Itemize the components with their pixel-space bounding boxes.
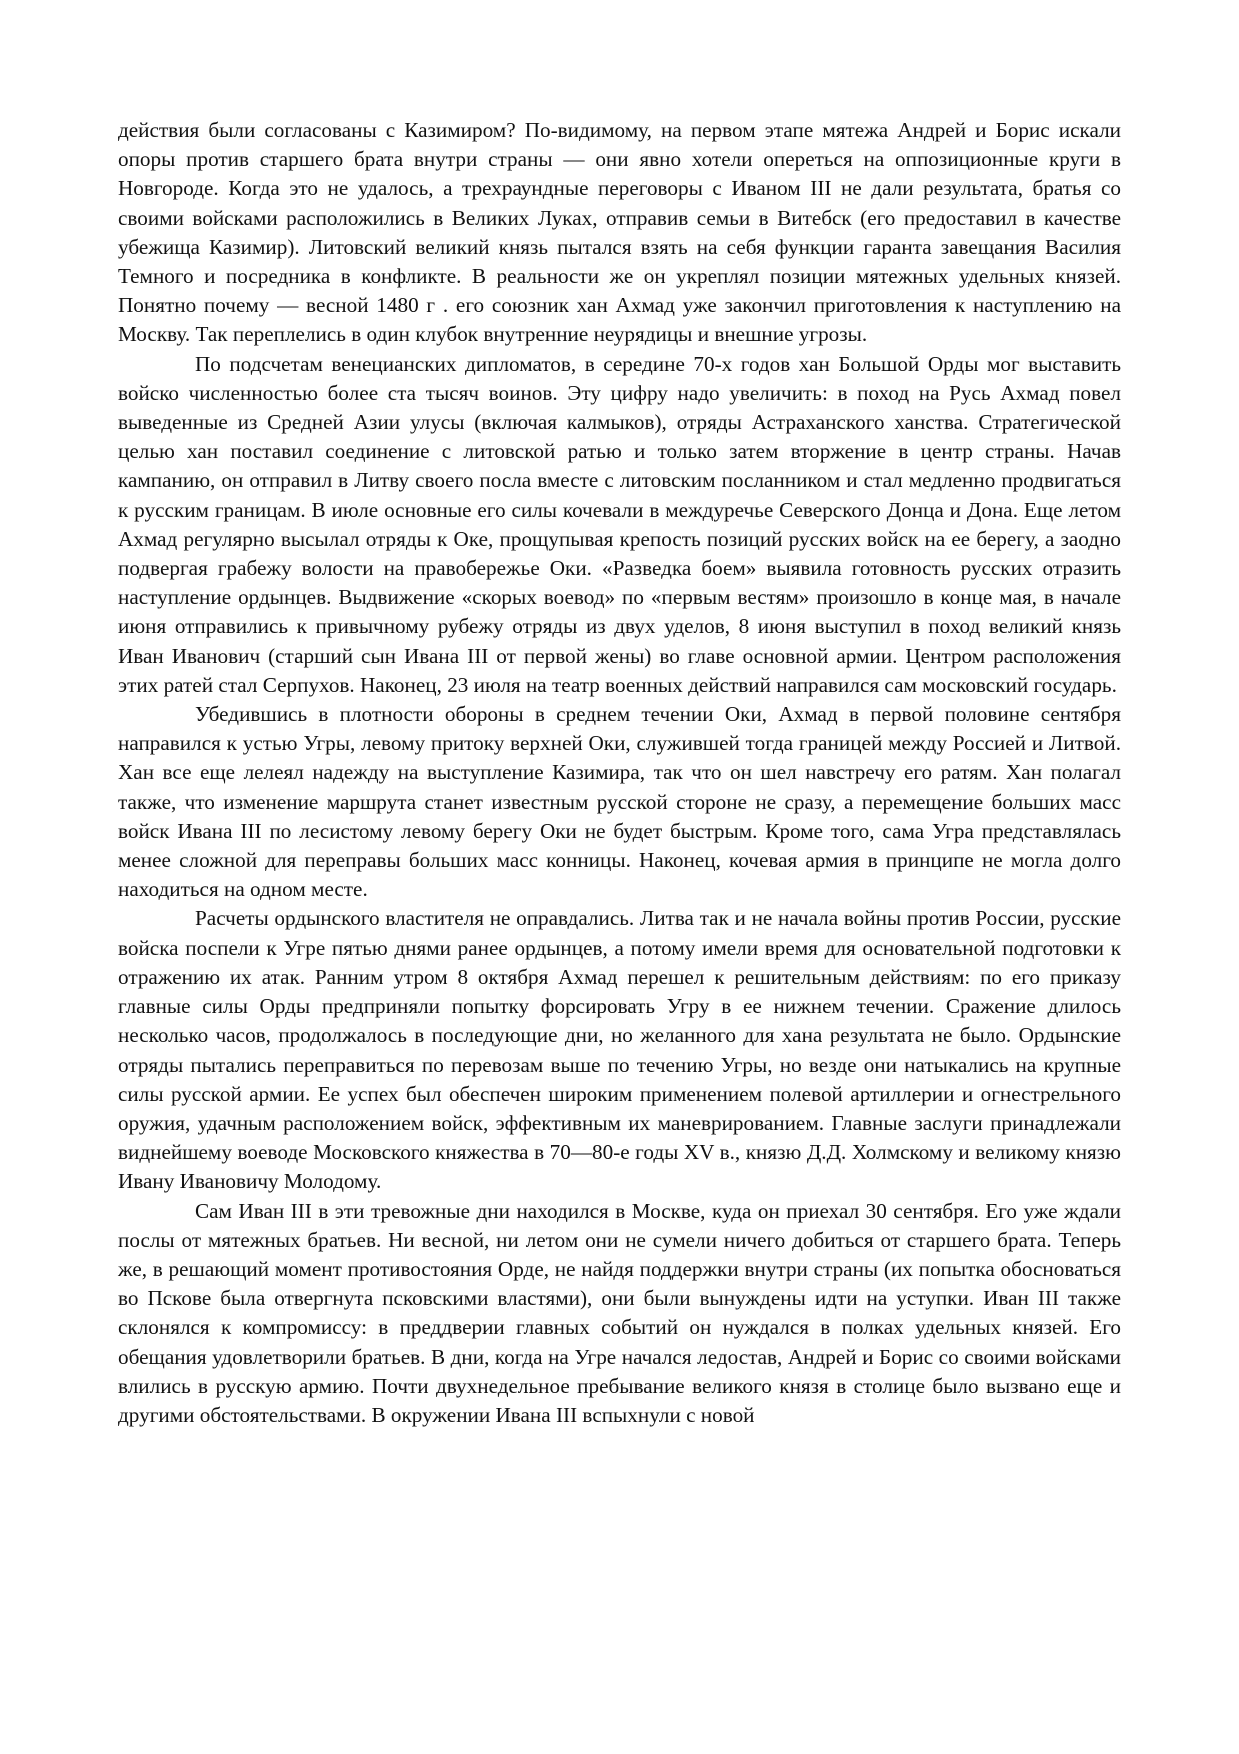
paragraph-5: Сам Иван III в эти тревожные дни находился в Москве, куда он приехал 30 сентября. Его уже ждали послы от мятежных братьев. Ни весной, ни летом они не сумели ничего добиться от старшего брата. Теперь же, в решающий момент противостояния Орде, не найдя поддержки внутри страны (их попытка обосноваться во Пскове была отвергнута псковскими властями), они были вынуждены идти на уступки. Иван III также склонялся к компромиссу: в преддверии главных событий он нуждался в полках удельных князей. Его обещания удовлетворили братьев. В дни, когда на Угре начался ледостав, Андрей и Борис со своими войсками влились в русскую армию. Почти двухнедельное пребывание великого князя в столице было вызвано еще и другими обстоятельствами. В окружении Ивана III вспыхнули с новой [118,1198,1121,1427]
paragraph-3: Убедившись в плотности обороны в среднем течении Оки, Ахмад в первой половине сентября направился к устью Угры, левому притоку верхней Оки, служившей тогда границей между Россией и Литвой. Хан все еще лелеял надежду на выступление Казимира, так что он шел навстречу его ратям. Хан полагал также, что изменение маршрута станет известным русской стороне не сразу, а перемещение больших масс войск Ивана III по лесистому левому берегу Оки не будет быстрым. Кроме того, сама Угра представлялась менее сложной для переправы больших масс конницы. Наконец, кочевая армия в принципе не могла долго находиться на одном месте. [118,702,1121,902]
paragraph-1: действия были согласованы с Казимиром? По-видимому, на первом этапе мятежа Андрей и Борис искали опоры против старшего брата внутри страны — они явно хотели опереться на оппозиционные круги в Новгороде. Когда это не удалось, а трехраундные переговоры с Иваном III не дали результата, братья со своими войсками расположились в Великих Луках, отправив семьи в Витебск (его предоставил в качестве убежища Казимир). Литовский великий князь пытался взять на себя функции гаранта завещания Василия Темного и посредника в конфликте. В реальности же он укреплял позиции мятежных удельных князей. Понятно почему — весной 1480 г . его союзник хан Ахмад уже закончил приготовления к наступлению на Москву. Так переплелись в один клубок внутренние неурядицы и внешние угрозы. [118,118,1121,347]
paragraph-4: Расчеты ордынского властителя не оправдались. Литва так и не начала войны против России, русские войска поспели к Угре пятью днями ранее ордынцев, а потому имели время для основательной подготовки к отражению их атак. Ранним утром 8 октября Ахмад перешел к решительным действиям: по его приказу главные силы Орды предприняли попытку форсировать Угру в ее нижнем течении. Сражение длилось несколько часов, продолжалось в последующие дни, но желанного для хана результата не было. Ордынские отряды пытались переправиться по перевозам выше по течению Угры, но везде они натыкались на крупные силы русской армии. Ее успех был обеспечен широким применением полевой артиллерии и огнестрельного оружия, удачным расположением войск, эффективным их маневрированием. Главные заслуги принадлежали виднейшему воеводе Московского княжества в 70—80-е годы XV в., князю Д.Д. Холмскому и великому князю Ивану Ивановичу Молодому. [118,906,1121,1194]
paragraph-2: По подсчетам венецианских дипломатов, в середине 70-х годов хан Большой Орды мог выставить войско численностью более ста тысяч воинов. Эту цифру надо увеличить: в поход на Русь Ахмад повел выведенные из Средней Азии улусы (включая калмыков), отряды Астраханского ханства. Стратегической целью хан поставил соединение с литовской ратью и только затем вторжение в центр страны. Начав кампанию, он отправил в Литву своего посла вместе с литовским посланником и стал медленно продвигаться к русским границам. В июле основные его силы кочевали в междуречье Северского Донца и Дона. Еще летом Ахмад регулярно высылал отряды к Оке, прощупывая крепость позиций русских войск на ее берегу, а заодно подвергая грабежу волости на правобережье Оки. «Разведка боем» выявила готовность русских отразить наступление ордынцев. Выдвижение «скорых воевод» по «первым вестям» произошло в конце мая, в начале июня отправились к привычному рубежу отряды из двух уделов, 8 июня выступил в поход великий князь Иван Иванович (старший сын Ивана III от первой жены) во главе основной армии. Центром расположения этих ратей стал Серпухов. Наконец, 23 июля на театр военных действий направился сам московский государь. [118,351,1121,697]
document-body [118,116,1121,1430]
